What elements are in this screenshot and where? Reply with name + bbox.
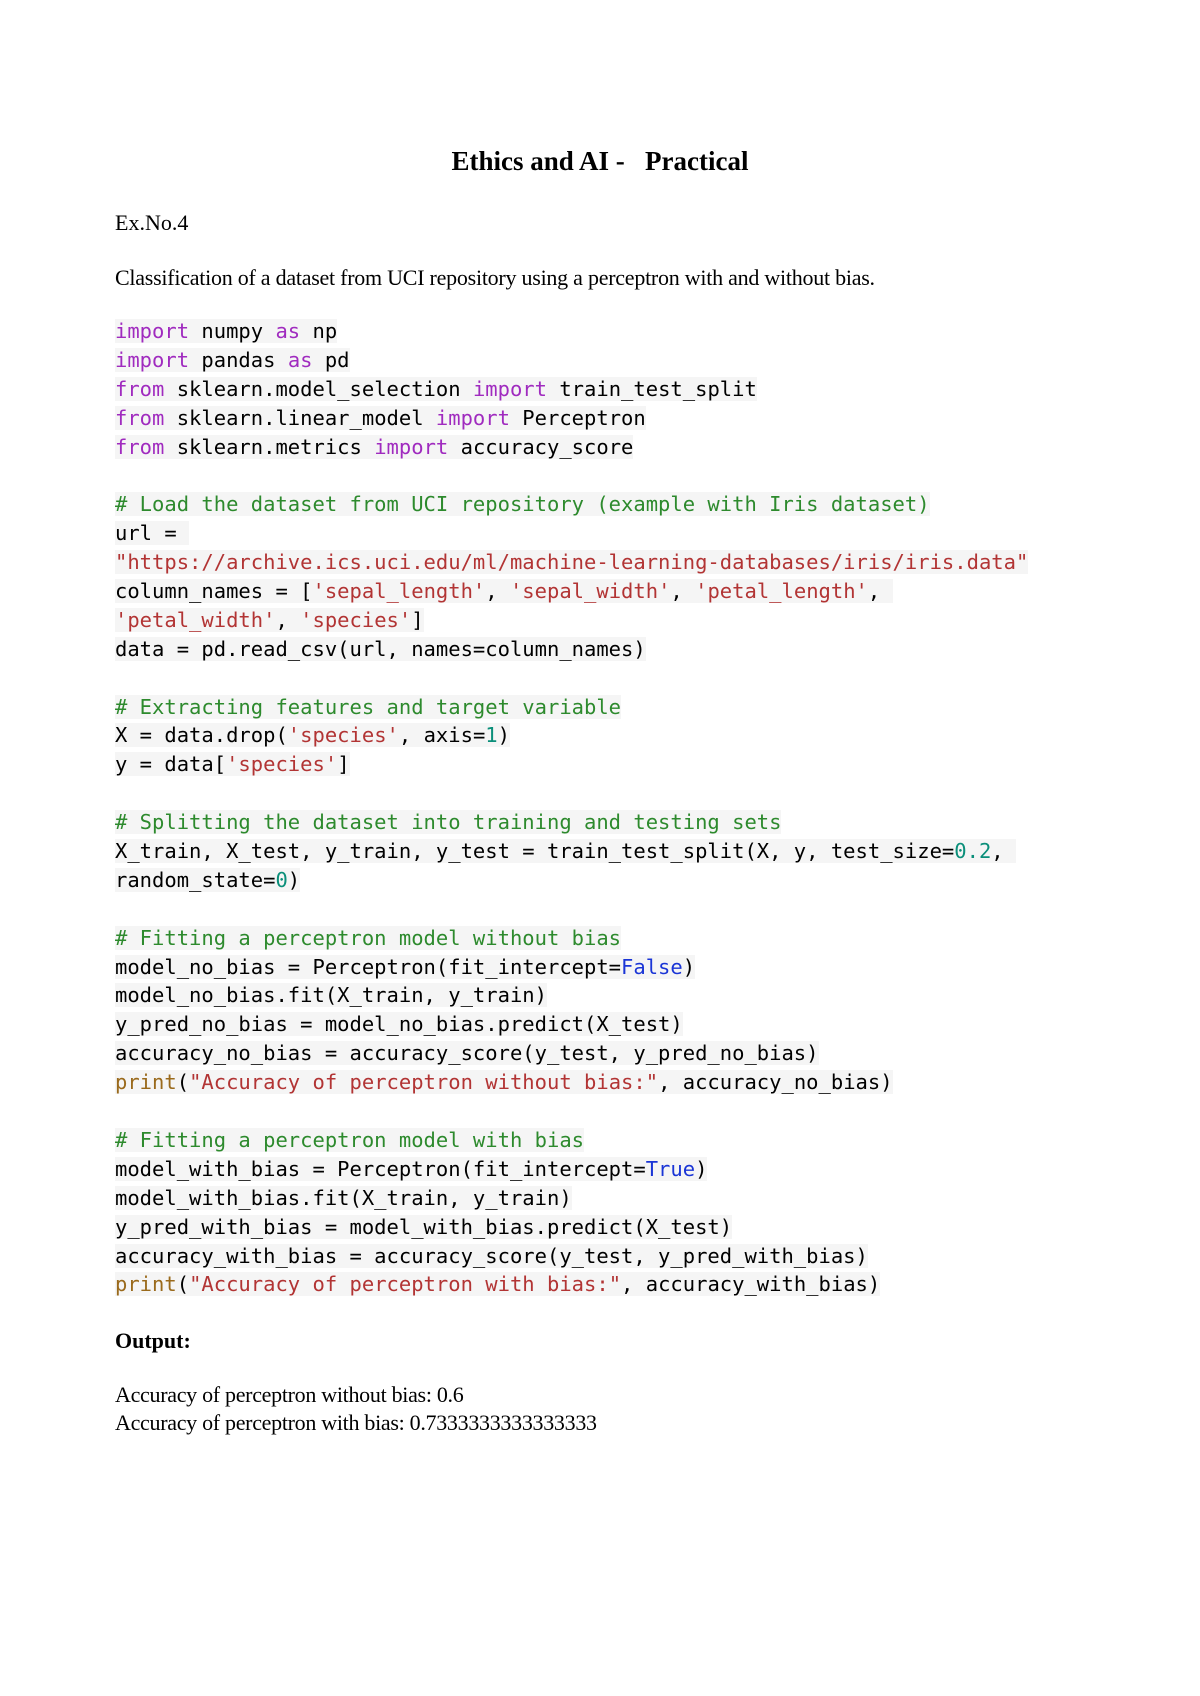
- code-token: import: [374, 434, 449, 459]
- code-line: [115, 1097, 1115, 1126]
- code-token: ): [682, 954, 696, 979]
- code-token: import: [115, 347, 190, 372]
- code-token: ): [287, 867, 301, 892]
- code-token: Perceptron: [509, 405, 646, 430]
- code-token: y_pred_with_bias = model_with_bias.predict(X_test): [115, 1214, 733, 1239]
- code-line: [115, 461, 1115, 490]
- code-token: , axis=: [398, 723, 486, 748]
- code-token: 'species': [300, 607, 412, 632]
- code-token: y = data[: [115, 752, 227, 777]
- code-token: , accuracy_no_bias): [658, 1070, 893, 1095]
- code-line: [115, 837, 1115, 866]
- code-token: accuracy_no_bias = accuracy_score(y_test, y_pred_no_bias): [115, 1041, 819, 1066]
- code-token: 'sepal_length': [312, 579, 486, 604]
- code-token: as: [275, 319, 301, 343]
- code-token: import: [115, 319, 190, 343]
- code-token: "Accuracy of perceptron without bias:": [189, 1070, 659, 1095]
- code-token: X_train, X_test, y_train, y_test = train_test_split(X, y, test_size=: [115, 839, 955, 864]
- code-token: pd: [312, 347, 350, 372]
- code-token: # Splitting the dataset into training and testing sets: [115, 810, 782, 835]
- code-line: [115, 375, 1115, 404]
- code-token: accuracy_with_bias = accuracy_score(y_test, y_pred_with_bias): [115, 1243, 868, 1268]
- code-token: # Load the dataset from UCI repository (example with Iris dataset): [115, 492, 930, 517]
- code-token: ]: [411, 607, 424, 632]
- output-label: Output:: [115, 1328, 191, 1353]
- code-token: sklearn.metrics: [164, 434, 375, 459]
- code-token: 'sepal_width': [509, 579, 671, 604]
- code-token: (: [176, 1272, 190, 1297]
- code-token: # Fitting a perceptron model with bias: [115, 1127, 584, 1152]
- code-token: 'petal_length': [695, 579, 868, 604]
- code-token: (: [176, 1070, 190, 1095]
- code-line: [115, 924, 1115, 953]
- code-token: model_with_bias.fit(X_train, y_train): [115, 1185, 572, 1210]
- code-token: print: [115, 1272, 177, 1297]
- exercise-number: Ex.No.4: [115, 210, 189, 235]
- code-token: X = data.drop(: [115, 723, 288, 748]
- exercise-description: Classification of a dataset from UCI repository using a perceptron with and without bias.: [115, 265, 875, 290]
- code-token: "Accuracy of perceptron with bias:": [189, 1272, 622, 1297]
- code-token: ,: [867, 579, 893, 604]
- code-line: [115, 606, 1115, 635]
- code-token: numpy: [189, 319, 276, 343]
- code-token: url =: [115, 521, 190, 546]
- code-line: [115, 866, 1115, 895]
- code-token: ,: [991, 839, 1016, 864]
- page-title: Ethics and AI - Practical: [451, 146, 749, 176]
- code-token: print: [115, 1070, 177, 1095]
- code-line: [115, 490, 1115, 519]
- output-line: Accuracy of perceptron without bias: 0.6: [115, 1382, 464, 1407]
- code-token: from: [115, 405, 165, 430]
- code-token: y_pred_no_bias = model_no_bias.predict(X_test): [115, 1012, 683, 1037]
- code-line: [115, 346, 1115, 375]
- code-token: model_with_bias = Perceptron(fit_intercept=: [115, 1156, 646, 1181]
- code-token: ,: [670, 579, 696, 604]
- code-block: [115, 317, 1115, 1299]
- code-token: ): [497, 723, 510, 748]
- code-token: as: [287, 347, 313, 372]
- code-line: [115, 1010, 1115, 1039]
- code-token: False: [621, 954, 683, 979]
- code-token: , accuracy_with_bias): [621, 1272, 881, 1297]
- code-token: model_no_bias = Perceptron(fit_intercept=: [115, 954, 622, 979]
- code-token: ): [695, 1156, 708, 1181]
- code-token: True: [645, 1156, 696, 1181]
- code-token: ,: [485, 579, 510, 604]
- code-token: 'petal_width': [115, 607, 276, 632]
- code-line: [115, 1213, 1115, 1242]
- code-token: "https://archive.ics.uci.edu/ml/machine-learning-databases/iris/iris.data": [115, 550, 1029, 575]
- code-token: from: [115, 434, 165, 459]
- code-token: random_state=: [115, 867, 276, 892]
- code-token: column_names = [: [115, 579, 313, 604]
- code-token: sklearn.linear_model: [164, 405, 436, 430]
- code-token: ,: [275, 607, 301, 632]
- code-token: 'species': [287, 723, 399, 748]
- code-token: data = pd.read_csv(url, names=column_names): [115, 636, 646, 661]
- code-token: # Extracting features and target variable: [115, 694, 622, 719]
- code-line: [115, 779, 1115, 808]
- code-line: [115, 895, 1115, 924]
- code-token: ]: [337, 752, 350, 777]
- code-token: 1: [485, 723, 498, 748]
- code-token: np: [300, 319, 338, 343]
- code-token: from: [115, 376, 165, 401]
- code-line: [115, 519, 1115, 548]
- code-line: [115, 750, 1115, 779]
- code-token: accuracy_score: [448, 434, 634, 459]
- code-line: [115, 548, 1115, 577]
- code-token: import: [472, 376, 547, 401]
- code-line: [115, 808, 1115, 837]
- code-line: [115, 1126, 1115, 1155]
- code-token: pandas: [189, 347, 288, 372]
- code-token: 0: [275, 867, 288, 892]
- code-line: [115, 721, 1115, 750]
- code-line: [115, 404, 1115, 433]
- code-line: [115, 635, 1115, 664]
- code-line: [115, 1242, 1115, 1271]
- code-line: [115, 1039, 1115, 1068]
- code-token: # Fitting a perceptron model without bias: [115, 925, 622, 950]
- code-token: import: [435, 405, 510, 430]
- code-line: [115, 1184, 1115, 1213]
- code-line: [115, 953, 1115, 982]
- code-line: [115, 693, 1115, 722]
- code-token: sklearn.model_selection: [164, 376, 473, 401]
- code-token: model_no_bias.fit(X_train, y_train): [115, 983, 547, 1008]
- code-line: [115, 981, 1115, 1010]
- code-line: [115, 577, 1115, 606]
- code-line: [115, 1068, 1115, 1097]
- code-line: [115, 317, 1115, 346]
- code-token: 0.2: [954, 839, 992, 864]
- code-token: 'species': [226, 752, 338, 777]
- code-line: [115, 433, 1115, 462]
- code-token: train_test_split: [547, 376, 757, 401]
- code-line: [115, 1155, 1115, 1184]
- code-line: [115, 664, 1115, 693]
- code-line: [115, 1270, 1115, 1299]
- output-line: Accuracy of perceptron with bias: 0.7333333333333333: [115, 1410, 597, 1435]
